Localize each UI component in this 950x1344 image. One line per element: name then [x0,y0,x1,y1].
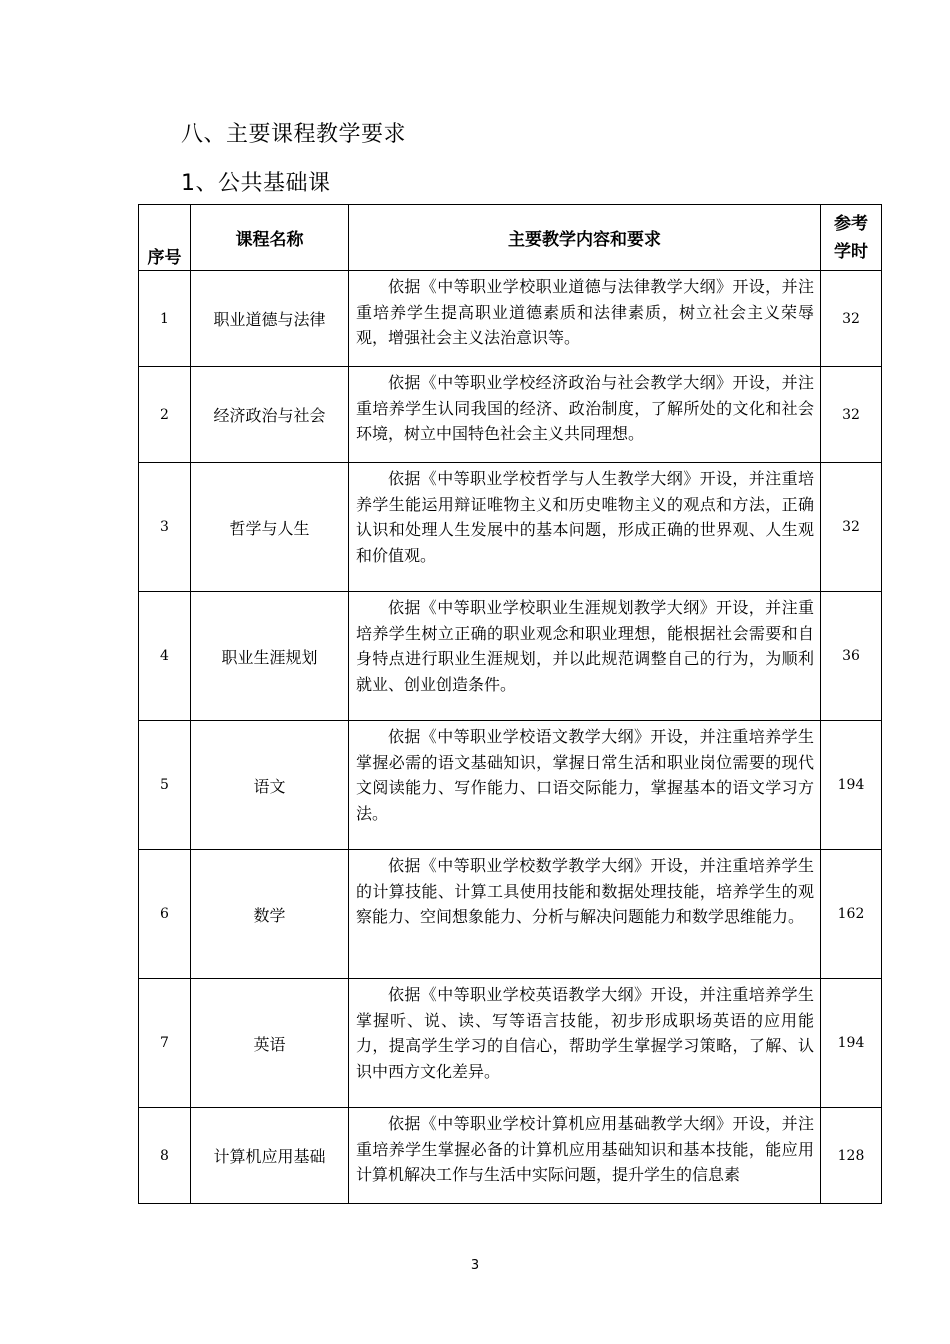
course-hours: 162 [821,850,882,979]
table-row [139,592,882,721]
subsection-heading: 1、公共基础课 [181,171,331,196]
course-content: 依据《中等职业学校计算机应用基础教学大纲》开设，并注重培养学生掌握必备的计算机应用基础知识和基本技能，能应用计算机解决工作与生活中实际问题，提升学生的信息素 [349,1108,821,1204]
header-course-name: 课程名称 [191,205,349,271]
course-content: 依据《中等职业学校经济政治与社会教学大纲》开设，并注重培养学生认同我国的经济、政治制度，了解所处的文化和社会环境，树立中国特色社会主义共同理想。 [349,367,821,463]
course-name: 职业生涯规划 [191,592,349,721]
row-number: 7 [139,979,191,1108]
course-content: 依据《中等职业学校哲学与人生教学大纲》开设，并注重培养学生能运用辩证唯物主义和历史唯物主义的观点和方法，正确认识和处理人生发展中的基本问题，形成正确的世界观、人生观和价值观。 [349,463,821,592]
course-content: 依据《中等职业学校语文教学大纲》开设，并注重培养学生掌握必需的语文基础知识，掌握日常生活和职业岗位需要的现代文阅读能力、写作能力、口语交际能力，掌握基本的语文学习方法。 [349,721,821,850]
table-row [139,721,882,850]
row-number: 3 [139,463,191,592]
course-hours: 194 [821,721,882,850]
course-name: 计算机应用基础 [191,1108,349,1204]
course-content: 依据《中等职业学校职业生涯规划教学大纲》开设，并注重培养学生树立正确的职业观念和职业理想，能根据社会需要和自身特点进行职业生涯规划，并以此规范调整自己的行为，为顺利就业、创业创造条件。 [349,592,821,721]
course-name: 职业道德与法律 [191,271,349,367]
header-hours: 参考 学时 [821,205,882,271]
course-hours: 194 [821,979,882,1108]
course-name: 英语 [191,979,349,1108]
table-header-row [139,205,882,271]
page-number: 3 [470,1258,480,1273]
header-no: 序号 [139,205,191,271]
row-number: 2 [139,367,191,463]
section-heading: 八、主要课程教学要求 [181,122,407,147]
course-table [138,204,882,1204]
course-name: 哲学与人生 [191,463,349,592]
header-content: 主要教学内容和要求 [349,205,821,271]
course-hours: 32 [821,271,882,367]
row-number: 1 [139,271,191,367]
course-content: 依据《中等职业学校职业道德与法律教学大纲》开设，并注重培养学生提高职业道德素质和法律素质，树立社会主义荣辱观，增强社会主义法治意识等。 [349,271,821,367]
course-hours: 32 [821,463,882,592]
course-hours: 32 [821,367,882,463]
course-hours: 128 [821,1108,882,1204]
table-row [139,1108,882,1204]
table-row [139,271,882,367]
table-row [139,979,882,1108]
row-number: 4 [139,592,191,721]
course-content: 依据《中等职业学校数学教学大纲》开设，并注重培养学生的计算技能、计算工具使用技能和数据处理技能，培养学生的观察能力、空间想象能力、分析与解决问题能力和数学思维能力。 [349,850,821,979]
row-number: 5 [139,721,191,850]
course-content: 依据《中等职业学校英语教学大纲》开设，并注重培养学生掌握听、说、读、写等语言技能，初步形成职场英语的应用能力，提高学生学习的自信心，帮助学生掌握学习策略，了解、认识中西方文化差异。 [349,979,821,1108]
table-row [139,367,882,463]
course-hours: 36 [821,592,882,721]
table-row [139,463,882,592]
course-name: 数学 [191,850,349,979]
row-number: 6 [139,850,191,979]
row-number: 8 [139,1108,191,1204]
course-name: 语文 [191,721,349,850]
table-row [139,850,882,979]
course-name: 经济政治与社会 [191,367,349,463]
